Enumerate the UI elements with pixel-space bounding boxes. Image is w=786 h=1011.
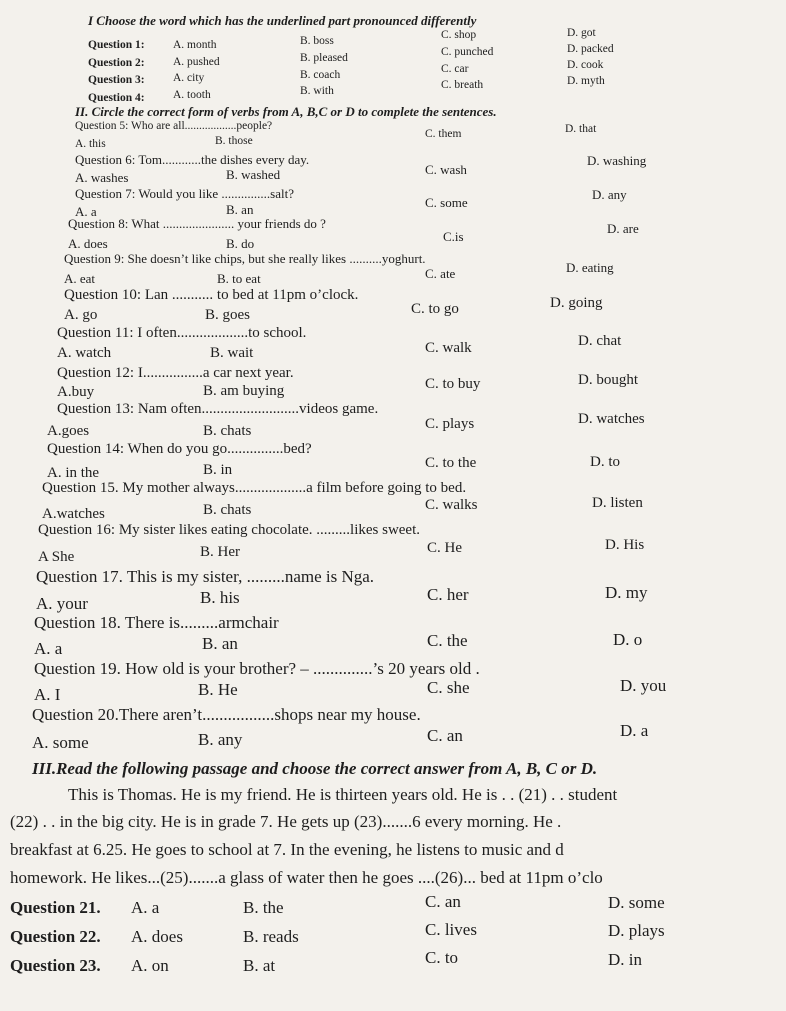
passage-line: breakfast at 6.25. He goes to school at 7. In the evening, he listens to music and d (10, 840, 564, 859)
q18-option-d: D. o (613, 630, 643, 649)
q14-option-d: D. to (590, 454, 620, 470)
q9-option-b: B. to eat (217, 271, 261, 286)
q18-option-a: A. a (34, 639, 63, 658)
q1-option-a: A. month (173, 39, 217, 51)
q10-stem: Question 10: Lan ........... to bed at 11pm o’clock. (64, 287, 359, 303)
q8-option-a: A. does (68, 236, 108, 251)
q10-option-b: B. goes (205, 307, 250, 323)
q23-option-c: C. to (425, 948, 459, 967)
q23-option-b: B. at (243, 956, 276, 975)
q5-option-c: C. them (425, 128, 462, 140)
passage-line: homework. He likes...(25).......a glass of water then he goes ....(26)... bed at 11pm o’clo (10, 868, 603, 887)
q2-option-a: A. pushed (173, 56, 220, 68)
q4-label: Question 4: (88, 92, 145, 104)
q2-option-c: C. punched (441, 46, 494, 58)
q15-stem: Question 15. My mother always...................a film before going to bed. (42, 480, 467, 496)
q12-option-c: C. to buy (425, 376, 481, 392)
passage-line: This is Thomas. He is my friend. He is thirteen years old. He is . . (21) . . student (68, 785, 618, 804)
q20-option-b: B. any (198, 730, 243, 749)
q13-option-d: D. watches (578, 411, 645, 427)
q16-option-c: C. He (427, 540, 462, 556)
q2-label: Question 2: (88, 57, 145, 69)
section-2-heading: II. Circle the correct form of verbs from A, B,C or D to complete the sentences. (75, 104, 497, 119)
q5-stem: Question 5: Who are all..................people? (75, 120, 273, 132)
q12-option-b: B. am buying (203, 383, 285, 399)
q15-option-c: C. walks (425, 497, 478, 513)
q11-stem: Question 11: I often...................to school. (57, 325, 307, 341)
q4-option-d: D. myth (567, 75, 605, 87)
q1-option-d: D. got (567, 27, 596, 39)
q6-stem: Question 6: Tom............the dishes every day. (75, 152, 310, 167)
q17-option-a: A. your (36, 594, 88, 613)
q22-label: Question 22. (10, 927, 101, 946)
q1-option-b: B. boss (300, 35, 334, 47)
q8-option-c: C.is (443, 229, 464, 244)
q3-option-b: B. coach (300, 69, 341, 81)
q7-option-d: D. any (592, 187, 627, 202)
q9-stem: Question 9: She doesn’t like chips, but she really likes ..........yoghurt. (64, 251, 426, 266)
q17-option-c: C. her (427, 585, 469, 604)
q6-option-a: A. washes (75, 170, 129, 185)
q19-option-b: B. He (198, 680, 238, 699)
q10-option-a: A. go (64, 307, 98, 323)
q19-option-d: D. you (620, 676, 667, 695)
q12-stem: Question 12: I................a car next year. (57, 365, 294, 381)
q7-stem: Question 7: Would you like ...............salt? (75, 186, 294, 201)
q11-option-b: B. wait (210, 345, 254, 361)
q18-option-b: B. an (202, 634, 238, 653)
q19-option-c: C. she (427, 678, 470, 697)
q19-option-a: A. I (34, 685, 61, 704)
q2-option-b: B. pleased (300, 52, 348, 64)
q22-option-d: D. plays (608, 921, 665, 940)
q10-option-d: D. going (550, 295, 603, 311)
q10-option-c: C. to go (411, 301, 459, 317)
q9-option-a: A. eat (64, 271, 96, 286)
q11-option-d: D. chat (578, 333, 622, 349)
q22-option-b: B. reads (243, 927, 299, 946)
q12-option-a: A.buy (57, 384, 95, 400)
q21-option-b: B. the (243, 898, 284, 917)
q3-label: Question 3: (88, 74, 145, 86)
q20-option-d: D. a (620, 721, 649, 740)
q23-option-d: D. in (608, 950, 642, 969)
q13-stem: Question 13: Nam often..........................videos game. (57, 401, 379, 417)
q6-option-b: B. washed (226, 167, 281, 182)
q21-label: Question 21. (10, 898, 101, 917)
q20-option-a: A. some (32, 733, 89, 752)
q16-stem: Question 16: My sister likes eating chocolate. .........likes sweet. (38, 522, 421, 538)
q16-option-b: B. Her (200, 544, 240, 560)
q23-option-a: A. on (131, 956, 169, 975)
q8-option-b: B. do (226, 236, 255, 251)
q15-option-d: D. listen (592, 495, 643, 511)
q1-label: Question 1: (88, 39, 145, 51)
q17-stem: Question 17. This is my sister, .........name is Nga. (36, 567, 375, 586)
q7-option-c: C. some (425, 195, 468, 210)
q16-option-d: D. His (605, 537, 645, 553)
q16-option-a: A She (38, 549, 75, 565)
q13-option-b: B. chats (203, 423, 252, 439)
q9-option-d: D. eating (566, 260, 614, 275)
q15-option-a: A.watches (42, 506, 105, 522)
q5-option-a: A. this (75, 138, 106, 150)
q4-option-c: C. breath (441, 79, 484, 91)
q23-label: Question 23. (10, 956, 101, 975)
q3-option-c: C. car (441, 63, 469, 75)
q1-option-c: C. shop (441, 29, 477, 41)
q9-option-c: C. ate (425, 266, 456, 281)
q14-option-c: C. to the (425, 455, 477, 471)
q6-option-c: C. wash (425, 162, 467, 177)
q17-option-b: B. his (200, 588, 240, 607)
q11-option-a: A. watch (57, 345, 112, 361)
q15-option-b: B. chats (203, 502, 252, 518)
section-1-heading: I Choose the word which has the underlined part pronounced differently (88, 13, 477, 28)
q4-option-b: B. with (300, 85, 334, 97)
q7-option-a: A. a (75, 204, 97, 219)
q21-option-a: A. a (131, 898, 160, 917)
q20-option-c: C. an (427, 726, 463, 745)
q13-option-c: C. plays (425, 416, 475, 432)
q18-stem: Question 18. There is.........armchair (34, 613, 279, 632)
q14-stem: Question 14: When do you go...............bed? (47, 441, 312, 457)
passage-line: (22) . . in the big city. He is in grade 7. He gets up (23).......6 every morning. He . (10, 812, 562, 831)
q20-stem: Question 20.There aren’t.................shops near my house. (32, 705, 421, 724)
q6-option-d: D. washing (587, 153, 647, 168)
q3-option-a: A. city (173, 72, 205, 84)
q19-stem: Question 19. How old is your brother? – ..............’s 20 years old . (34, 659, 480, 678)
q18-option-c: C. the (427, 631, 468, 650)
q4-option-a: A. tooth (173, 89, 211, 101)
q21-option-d: D. some (608, 893, 665, 912)
section-3-heading: III.Read the following passage and choose the correct answer from A, B, C or D. (32, 759, 598, 778)
q11-option-c: C. walk (425, 340, 472, 356)
q2-option-d: D. packed (567, 43, 614, 55)
q7-option-b: B. an (226, 202, 254, 217)
q14-option-a: A. in the (47, 465, 100, 481)
q21-option-c: C. an (425, 892, 461, 911)
q5-option-b: B. those (215, 135, 253, 147)
q3-option-d: D. cook (567, 59, 604, 71)
q13-option-a: A.goes (47, 423, 90, 439)
q22-option-c: C. lives (425, 920, 477, 939)
q8-option-d: D. are (607, 221, 639, 236)
q8-stem: Question 8: What ...................... your friends do ? (68, 216, 326, 231)
q12-option-d: D. bought (578, 372, 638, 388)
q17-option-d: D. my (605, 583, 648, 602)
q5-option-d: D. that (565, 123, 597, 135)
q14-option-b: B. in (203, 462, 233, 478)
q22-option-a: A. does (131, 927, 183, 946)
